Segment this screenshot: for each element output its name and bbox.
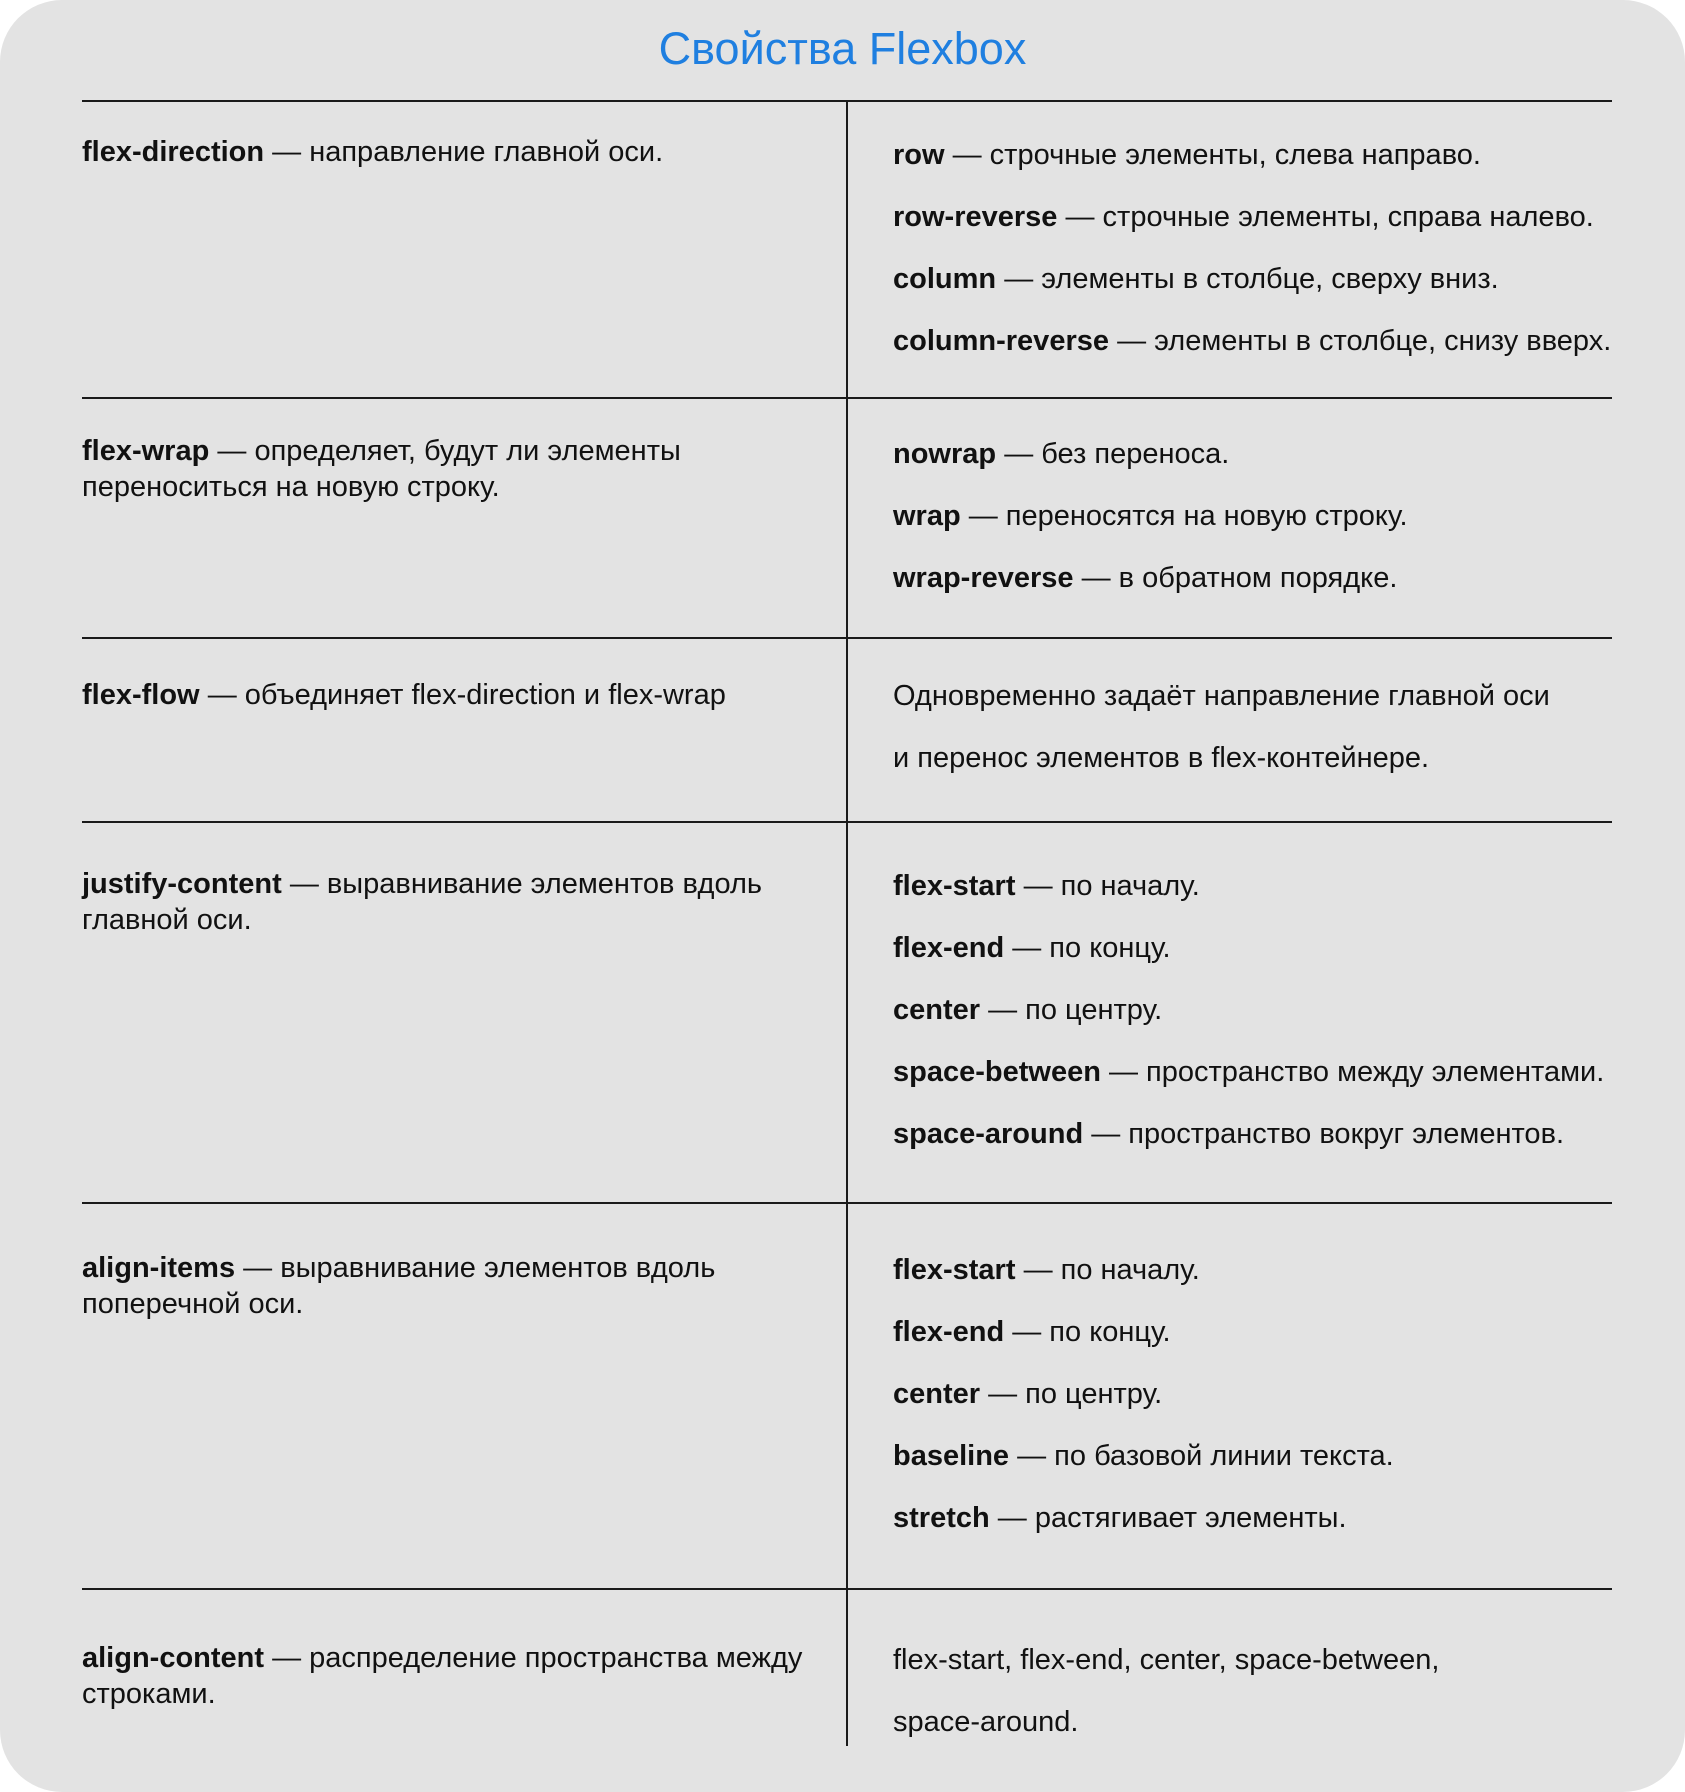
value-desc: — по центру.	[988, 994, 1163, 1026]
value-desc: — строчные элементы, справа налево.	[1065, 201, 1594, 233]
property-cell	[82, 1250, 822, 1322]
value-desc: — по началу.	[1023, 1254, 1200, 1286]
list-item	[893, 1425, 1685, 1487]
text-line: flex-start, flex-end, center, space-between,	[893, 1644, 1440, 1676]
property-name: flex-direction	[82, 136, 265, 168]
values-cell	[846, 102, 1685, 397]
value-name: wrap	[893, 500, 961, 532]
property-description: — выравнивание элементов вдоль поперечной оси.	[82, 1252, 716, 1320]
list-item	[893, 979, 1685, 1041]
list-item	[893, 1487, 1685, 1549]
property-description: — объединяет flex-direction и flex-wrap	[207, 679, 726, 711]
value-name: flex-start	[893, 1254, 1016, 1286]
table-row	[82, 821, 1612, 1202]
value-desc: — по концу.	[1012, 932, 1171, 964]
list-item	[893, 310, 1685, 372]
list-item	[893, 917, 1685, 979]
list-item	[893, 186, 1685, 248]
values-cell	[846, 1204, 1685, 1588]
value-desc: — по началу.	[1023, 870, 1200, 902]
values-cell	[846, 823, 1685, 1202]
property-name: flex-flow	[82, 679, 200, 711]
value-desc: — элементы в столбце, снизу вверх.	[1117, 325, 1612, 357]
value-desc: — элементы в столбце, сверху вниз.	[1004, 263, 1499, 295]
list-item	[893, 1301, 1685, 1363]
value-name: stretch	[893, 1502, 990, 1534]
property-name: flex-wrap	[82, 435, 210, 467]
text-line: Одновременно задаёт направление главной оси	[893, 680, 1550, 712]
table-row	[82, 397, 1612, 637]
value-desc: — переносятся на новую строку.	[968, 500, 1408, 532]
page-title: Свойства Flexbox	[658, 23, 1027, 74]
list-item	[893, 248, 1685, 310]
table-row	[82, 1202, 1612, 1588]
list-item	[893, 1363, 1685, 1425]
property-description: — определяет, будут ли элементы переноситься на новую строку.	[82, 435, 681, 503]
property-description: — распределение пространства между строками.	[82, 1642, 803, 1710]
property-name: align-content	[82, 1642, 265, 1674]
value-name: column	[893, 263, 997, 295]
property-cell	[82, 433, 822, 505]
list-item	[893, 547, 1685, 609]
value-desc: — по концу.	[1012, 1316, 1171, 1348]
table-row	[82, 1588, 1612, 1746]
value-name: center	[893, 1378, 981, 1410]
property-description: — направление главной оси.	[272, 136, 664, 168]
properties-table	[82, 100, 1612, 1746]
property-cell	[82, 1640, 822, 1712]
value-name: flex-end	[893, 1316, 1005, 1348]
property-name: align-items	[82, 1252, 236, 1284]
list-item	[893, 423, 1685, 485]
value-desc: — по центру.	[988, 1378, 1163, 1410]
property-cell	[82, 866, 822, 938]
values-cell	[846, 399, 1685, 637]
list-item	[893, 1103, 1685, 1165]
value-name: flex-start	[893, 870, 1016, 902]
value-desc: — по базовой линии текста.	[1017, 1440, 1394, 1472]
table-row	[82, 637, 1612, 821]
value-name: row-reverse	[893, 201, 1058, 233]
value-name: nowrap	[893, 438, 997, 470]
value-desc: — пространство вокруг элементов.	[1091, 1118, 1565, 1150]
value-name: center	[893, 994, 981, 1026]
value-desc: — в обратном порядке.	[1081, 562, 1398, 594]
value-name: flex-end	[893, 932, 1005, 964]
text-line: space-around.	[893, 1706, 1079, 1738]
values-cell	[846, 639, 1685, 821]
value-desc: — без переноса.	[1004, 438, 1230, 470]
list-item	[893, 1239, 1685, 1301]
value-desc: — пространство между элементами.	[1108, 1056, 1605, 1088]
list-item	[893, 855, 1685, 917]
list-item	[893, 485, 1685, 547]
value-name: baseline	[893, 1440, 1010, 1472]
values-cell	[846, 1590, 1685, 1746]
value-name: wrap-reverse	[893, 562, 1074, 594]
value-name: row	[893, 139, 945, 171]
value-name: space-around	[893, 1118, 1084, 1150]
list-item	[893, 124, 1685, 186]
property-cell	[82, 677, 822, 713]
text-line: и перенос элементов в flex-контейнере.	[893, 742, 1430, 774]
value-desc: — растягивает элементы.	[997, 1502, 1347, 1534]
value-name: column-reverse	[893, 325, 1109, 357]
value-name: space-between	[893, 1056, 1101, 1088]
property-name: justify-content	[82, 868, 282, 900]
table-row	[82, 100, 1612, 397]
property-description: — выравнивание элементов вдоль главной оси.	[82, 868, 762, 936]
value-desc: — строчные элементы, слева направо.	[952, 139, 1481, 171]
list-item	[893, 1041, 1685, 1103]
property-cell	[82, 134, 822, 170]
